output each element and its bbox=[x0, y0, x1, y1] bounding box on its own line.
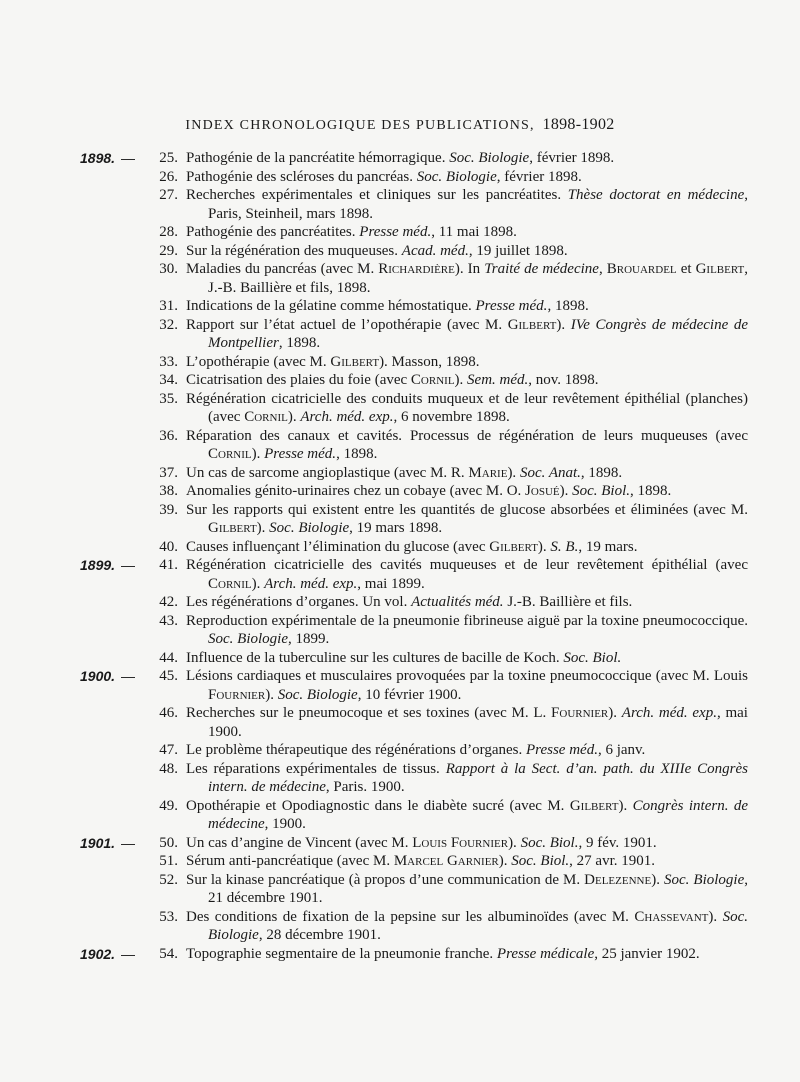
citation-source: Soc. Biol. bbox=[572, 483, 631, 499]
entry-text-part: Cicatrisation des plaies du foie (avec bbox=[186, 372, 411, 388]
entry-text-part: , 6 janv. bbox=[597, 742, 646, 758]
author-name: Cornil bbox=[208, 446, 252, 462]
citation-source: Presse méd. bbox=[475, 298, 548, 314]
entry-number: 31. bbox=[159, 298, 178, 314]
entry-text-part: , 10 février 1900. bbox=[357, 686, 462, 703]
year-value: 1899. bbox=[80, 557, 116, 573]
author-name: Marie bbox=[468, 464, 508, 481]
entry-text-part: Reproduction expérimentale de la pneumonie fibrineuse aiguë par la toxine pneumococcique. bbox=[186, 612, 748, 629]
publication-entry bbox=[0, 260, 800, 297]
entry-text-part: ). bbox=[651, 871, 664, 888]
entry-text bbox=[186, 482, 748, 501]
citation-source: IVe Congrès de médecine de Montpellier bbox=[208, 316, 749, 351]
entry-text-part: , nov. 1898. bbox=[528, 372, 599, 388]
author-name: Richardière bbox=[378, 261, 455, 277]
entry-text-part: Pathogénie de la pancréatite hémorragique. bbox=[186, 150, 450, 166]
publication-entry bbox=[0, 482, 800, 501]
entry-text-part: Régénération cicatricielle des conduits muqueux et de leur revêtement épithélial (planches) (avec bbox=[186, 390, 748, 425]
citation-source: Traité de médecine bbox=[484, 261, 599, 277]
entry-number: 29. bbox=[159, 242, 178, 259]
entry-text bbox=[186, 612, 748, 649]
year-value: 1901. bbox=[80, 834, 116, 851]
year-dash: — bbox=[121, 945, 136, 962]
author-name: Cornil bbox=[410, 372, 455, 388]
entry-text bbox=[186, 390, 748, 427]
entry-text-part: Lésions cardiaques et musculaires provoquées par la toxine pneumococcique (avec M. Louis bbox=[186, 668, 748, 684]
citation-source: Soc. Biologie bbox=[416, 168, 497, 185]
entry-text bbox=[186, 945, 748, 964]
entry-text-part: , Paris. 1900. bbox=[325, 779, 405, 795]
publication-entry bbox=[0, 612, 800, 649]
publication-entry bbox=[0, 427, 800, 464]
author-name: Josué bbox=[525, 483, 560, 499]
entry-text bbox=[186, 260, 748, 297]
entry-text-part: Régénération cicatricielle des cavités muqueuses et de leur revêtement épithélial (avec bbox=[186, 557, 748, 573]
author-name: Louis Fournier bbox=[412, 834, 509, 851]
entry-text-part: , 6 novembre 1898. bbox=[393, 409, 510, 425]
entry-text-part: ). In bbox=[454, 261, 485, 277]
publication-entry bbox=[0, 908, 800, 945]
entry-text bbox=[186, 242, 748, 261]
entry-text bbox=[186, 501, 748, 538]
entry-text-part: , 19 mars. bbox=[578, 538, 638, 555]
entry-number: 39. bbox=[159, 501, 178, 518]
publication-entry bbox=[0, 390, 800, 427]
author-name: Brouardel bbox=[606, 261, 677, 277]
entry-text-part: Maladies du pancréas (avec M. bbox=[186, 261, 379, 277]
entry-text-part: ). bbox=[454, 372, 468, 388]
citation-source: Soc. Biologie bbox=[663, 871, 745, 888]
entry-number: 37. bbox=[159, 464, 178, 481]
entry-text bbox=[186, 667, 748, 704]
author-name: Gilbert bbox=[507, 316, 557, 333]
entry-text bbox=[186, 186, 748, 223]
entry-number: 54. bbox=[159, 945, 178, 962]
entry-text-part: , 21 décembre 1901. bbox=[208, 871, 748, 906]
citation-source: Presse méd. bbox=[359, 224, 432, 240]
author-name: Gilbert bbox=[569, 797, 619, 814]
citation-source: Soc. Biologie bbox=[208, 908, 748, 943]
publication-entry bbox=[0, 871, 800, 908]
entry-text-part: , 28 décembre 1901. bbox=[258, 927, 381, 943]
entry-text-part: ). bbox=[708, 908, 723, 925]
entry-text-part: ). bbox=[556, 316, 571, 333]
year-value: 1900. bbox=[80, 668, 116, 684]
entry-text-part: Les réparations expérimentales de tissus. bbox=[186, 760, 446, 777]
entry-text-part: ). bbox=[265, 686, 278, 703]
publication-entry bbox=[0, 760, 800, 797]
entry-text-part: ). bbox=[256, 520, 270, 536]
publication-entry bbox=[0, 168, 800, 187]
year-dash: — bbox=[121, 557, 136, 573]
entry-text bbox=[186, 908, 748, 945]
entry-text bbox=[186, 797, 748, 834]
entry-text-part: ). bbox=[537, 538, 551, 555]
entry-text-part: , mai 1899. bbox=[357, 575, 425, 592]
citation-source: Soc. Biologie bbox=[277, 686, 358, 703]
publication-entry bbox=[0, 852, 800, 871]
publication-entry bbox=[0, 186, 800, 223]
entry-number: 26. bbox=[159, 168, 178, 185]
entry-text bbox=[186, 649, 748, 668]
citation-source: Arch. méd. exp. bbox=[264, 575, 358, 592]
entry-text-part: Causes influençant l’élimination du glucose (avec bbox=[186, 538, 490, 555]
entry-text-part: , 9 fév. 1901. bbox=[578, 834, 657, 851]
publication-entry bbox=[0, 593, 800, 612]
publication-entry bbox=[0, 704, 800, 741]
entry-text-part: , 1898. bbox=[547, 298, 589, 314]
entry-text-part: et bbox=[676, 261, 696, 277]
citation-source: Presse méd. bbox=[526, 742, 598, 758]
entry-text-part: ). bbox=[618, 797, 633, 814]
entry-number: 34. bbox=[159, 372, 178, 388]
running-header bbox=[0, 116, 800, 134]
year-label bbox=[80, 945, 135, 964]
citation-source: Presse médicale bbox=[496, 945, 595, 962]
citation-source: Soc. Anat. bbox=[519, 464, 581, 481]
author-name: Marcel Garnier bbox=[393, 853, 499, 869]
entry-text bbox=[186, 168, 748, 187]
publication-entry bbox=[0, 242, 800, 261]
entry-text bbox=[186, 760, 748, 797]
entry-text-part: Le problème thérapeutique des régénérations d’organes. bbox=[186, 742, 527, 758]
entry-number: 50. bbox=[159, 834, 178, 851]
entry-text-part: , 1900. bbox=[264, 816, 306, 832]
entry-text-part: Sur la kinase pancréatique (à propos d’une communication de M. bbox=[186, 871, 585, 888]
entry-text-part: , 27 avr. 1901. bbox=[569, 853, 655, 869]
entry-text bbox=[186, 427, 748, 464]
publication-list bbox=[0, 149, 800, 963]
author-name: Fournier bbox=[208, 686, 266, 703]
citation-source: Presse méd. bbox=[264, 446, 337, 462]
entry-text-part: ). bbox=[251, 446, 265, 462]
entry-text bbox=[186, 741, 748, 760]
entry-number: 36. bbox=[159, 427, 178, 444]
entry-text-part: Sur les rapports qui existent entre les quantités de glucose absorbées et éliminées (avec M. bbox=[186, 501, 748, 518]
entry-number: 51. bbox=[159, 853, 178, 869]
entry-text-part: , 1898. bbox=[336, 446, 378, 462]
citation-source: Soc. Biologie bbox=[449, 150, 530, 166]
citation-source: Sem. méd. bbox=[467, 372, 529, 388]
publication-entry bbox=[0, 945, 800, 964]
citation-source: Thèse doctorat en médecine bbox=[567, 187, 745, 203]
entry-text-part: , 11 mai 1898. bbox=[431, 224, 517, 240]
entry-text-part: Réparation des canaux et cavités. Processus de régénération de leurs muqueuses (avec bbox=[186, 427, 748, 444]
entry-text-part: , 1898. bbox=[580, 464, 623, 481]
entry-text-part: , 1898. bbox=[278, 335, 321, 351]
entry-text-part: J.-B. Baillière et fils. bbox=[503, 594, 633, 610]
entry-text bbox=[186, 353, 748, 372]
publication-entry bbox=[0, 501, 800, 538]
author-name: Gilbert bbox=[489, 538, 538, 555]
citation-source: Soc. Biol. bbox=[520, 834, 579, 851]
publication-entry bbox=[0, 538, 800, 557]
entry-text-part: , bbox=[598, 261, 607, 277]
entry-text bbox=[186, 371, 748, 390]
citation-source: Rapport à la Sect. d’an. path. du XIIIe Congrès intern. de médecine bbox=[208, 760, 749, 795]
year-label bbox=[80, 149, 135, 168]
entry-text-part: Pathogénie des pancréatites. bbox=[186, 224, 360, 240]
year-label bbox=[80, 834, 135, 853]
entry-text bbox=[186, 149, 748, 168]
citation-source: Soc. Biologie bbox=[208, 631, 288, 647]
entry-text-part: , 25 janvier 1902. bbox=[594, 945, 700, 962]
author-name: Fournier bbox=[551, 705, 609, 721]
publication-entry bbox=[0, 297, 800, 316]
entry-text-part: ). bbox=[287, 409, 301, 425]
entry-text bbox=[186, 704, 748, 741]
publication-entry bbox=[0, 464, 800, 483]
citation-source: Acad. méd. bbox=[401, 242, 469, 259]
entry-text bbox=[186, 593, 748, 612]
entry-text bbox=[186, 538, 748, 557]
publication-entry bbox=[0, 371, 800, 390]
year-label bbox=[80, 556, 135, 575]
entry-text-part: L’opothérapie (avec M. bbox=[186, 353, 331, 370]
entry-text-part: , mai 1900. bbox=[208, 705, 748, 740]
entry-number: 27. bbox=[159, 187, 178, 203]
author-name: Gilbert bbox=[330, 353, 380, 370]
entry-text bbox=[186, 464, 748, 483]
running-header-title: INDEX CHRONOLOGIQUE DES PUBLICATIONS, bbox=[185, 118, 535, 133]
publication-entry bbox=[0, 353, 800, 372]
entry-text bbox=[186, 871, 748, 908]
entry-number: 32. bbox=[159, 316, 178, 333]
publication-entry bbox=[0, 316, 800, 353]
citation-source: S. B. bbox=[550, 538, 579, 555]
entry-text-part: , février 1898. bbox=[496, 168, 582, 185]
year-dash: — bbox=[121, 150, 136, 166]
entry-number: 49. bbox=[159, 797, 178, 814]
entry-number: 25. bbox=[159, 150, 178, 166]
entry-number: 47. bbox=[159, 742, 178, 758]
entry-text-part: , 19 mars 1898. bbox=[349, 520, 443, 536]
entry-number: 30. bbox=[159, 261, 178, 277]
entry-text-part: , 1898. bbox=[630, 483, 672, 499]
year-dash: — bbox=[121, 668, 136, 684]
author-name: Cornil bbox=[208, 575, 252, 592]
citation-source: Congrès intern. de médecine bbox=[208, 797, 749, 832]
entry-text-part: Recherches expérimentales et cliniques sur les pancréatites. bbox=[186, 187, 568, 203]
entry-text-part: , 19 juillet 1898. bbox=[468, 242, 568, 259]
entry-text-part: Influence de la tuberculine sur les cultures de bacille de Koch. bbox=[186, 649, 564, 666]
citation-source: Soc. Biol. bbox=[563, 649, 622, 666]
publication-entry bbox=[0, 649, 800, 668]
author-name: Chassevant bbox=[634, 908, 709, 925]
publication-entry bbox=[0, 667, 800, 704]
entry-number: 52. bbox=[159, 871, 178, 888]
entry-number: 46. bbox=[159, 705, 178, 721]
entry-text-part: Un cas d’angine de Vincent (avec M. bbox=[186, 834, 413, 851]
entry-text-part: Les régénérations d’organes. Un vol. bbox=[186, 594, 412, 610]
entry-text-part: ). bbox=[507, 464, 520, 481]
author-name: Delezenne bbox=[584, 871, 652, 888]
entry-text-part: Un cas de sarcome angioplastique (avec M. R. bbox=[186, 464, 469, 481]
entry-number: 38. bbox=[159, 483, 178, 499]
publication-entry bbox=[0, 797, 800, 834]
entry-text-part: , Paris, Steinheil, mars 1898. bbox=[208, 187, 748, 222]
year-value: 1898. bbox=[80, 150, 116, 166]
entry-text bbox=[186, 223, 748, 242]
entry-text-part: ). bbox=[508, 834, 521, 851]
entry-number: 53. bbox=[159, 908, 178, 925]
publication-entry bbox=[0, 223, 800, 242]
entry-text-part: Rapport sur l’état actuel de l’opothérapie (avec M. bbox=[186, 316, 508, 333]
entry-number: 41. bbox=[159, 557, 178, 573]
running-header-years: 1898-1902 bbox=[542, 116, 615, 133]
citation-source: Arch. méd. exp. bbox=[621, 705, 717, 721]
entry-text-part: , 1899. bbox=[287, 631, 330, 647]
year-dash: — bbox=[121, 834, 136, 851]
entry-text-part: Sur la régénération des muqueuses. bbox=[186, 242, 402, 259]
entry-text bbox=[186, 834, 748, 853]
entry-text-part: Recherches sur le pneumocoque et ses toxines (avec M. L. bbox=[186, 705, 552, 721]
entry-number: 28. bbox=[159, 224, 178, 240]
entry-text bbox=[186, 297, 748, 316]
citation-source: Actualités méd. bbox=[411, 594, 504, 610]
citation-source: Soc. Biol. bbox=[511, 853, 570, 869]
entry-text-part: ). bbox=[608, 705, 622, 721]
entry-text bbox=[186, 852, 748, 871]
entry-number: 45. bbox=[159, 668, 178, 684]
citation-source: Soc. Biologie bbox=[269, 520, 350, 536]
citation-source: Arch. méd. exp. bbox=[300, 409, 394, 425]
publication-entry bbox=[0, 149, 800, 168]
entry-text-part: Pathogénie des scléroses du pancréas. bbox=[186, 168, 417, 185]
entry-text-part: Opothérapie et Opodiagnostic dans le diabète sucré (avec M. bbox=[186, 797, 570, 814]
entry-text-part: , J.-B. Baillière et fils, 1898. bbox=[208, 261, 748, 296]
year-label bbox=[80, 667, 135, 686]
entry-text bbox=[186, 316, 748, 353]
year-value: 1902. bbox=[80, 945, 116, 962]
author-name: Cornil bbox=[244, 409, 288, 425]
entry-text-part: Anomalies génito-urinaires chez un cobaye (avec M. O. bbox=[186, 483, 526, 499]
entry-number: 48. bbox=[159, 760, 178, 777]
entry-text-part: ). bbox=[251, 575, 265, 592]
publication-entry bbox=[0, 741, 800, 760]
entry-text-part: Sérum anti-pancréatique (avec M. bbox=[186, 853, 394, 869]
entry-number: 35. bbox=[159, 390, 178, 407]
entry-text-part: Indications de la gélatine comme hémostatique. bbox=[186, 298, 476, 314]
entry-text-part: Topographie segmentaire de la pneumonie franche. bbox=[186, 945, 497, 962]
entry-text-part: Des conditions de fixation de la pepsine sur les albuminoïdes (avec M. bbox=[186, 908, 635, 925]
entry-text-part: ). bbox=[498, 853, 512, 869]
author-name: Gilbert bbox=[695, 261, 745, 277]
publication-entry bbox=[0, 834, 800, 853]
entry-number: 43. bbox=[159, 612, 178, 629]
entry-text bbox=[186, 556, 748, 593]
entry-text-part: , février 1898. bbox=[529, 150, 615, 166]
entry-text-part: ). bbox=[559, 483, 573, 499]
entry-number: 44. bbox=[159, 649, 178, 666]
publication-entry bbox=[0, 556, 800, 593]
entry-number: 33. bbox=[159, 353, 178, 370]
author-name: Gilbert bbox=[208, 520, 257, 536]
entry-number: 40. bbox=[159, 538, 178, 555]
entry-text-part: ). Masson, 1898. bbox=[379, 353, 480, 370]
entry-number: 42. bbox=[159, 594, 178, 610]
